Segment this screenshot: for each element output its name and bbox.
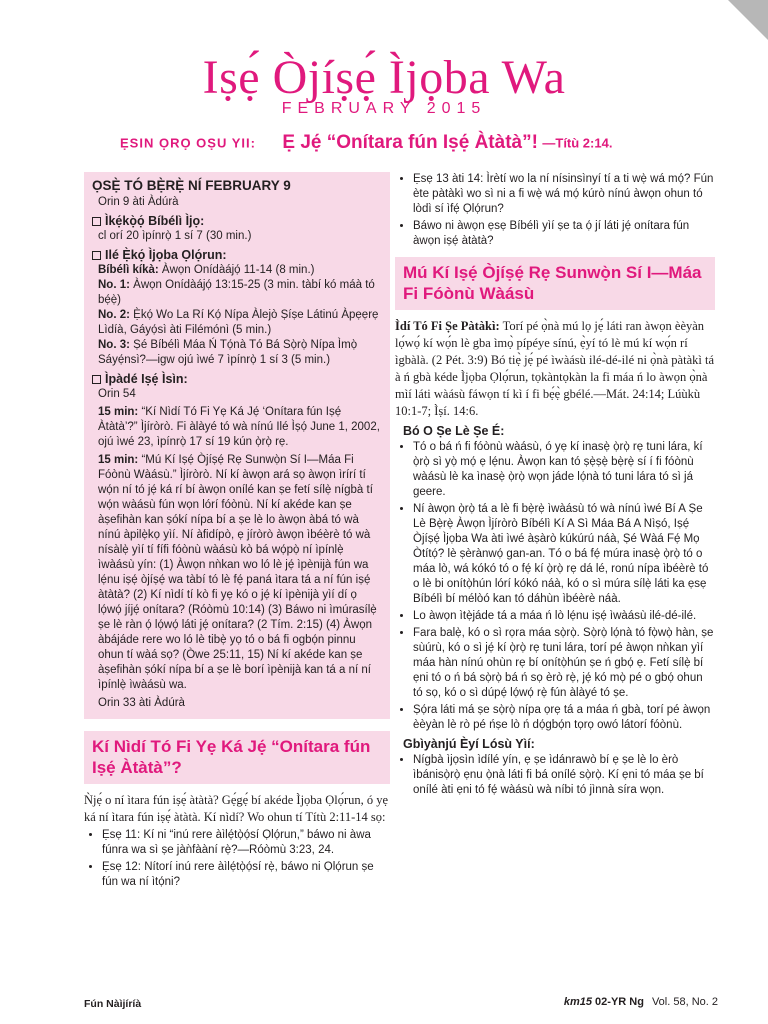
theme-reference: —Títù 2:14. xyxy=(542,135,613,151)
service-meeting-heading: Ìpàdé Iṣẹ́ Ìsìn: xyxy=(92,372,382,387)
reading-item: Bíbélì kíkà: Àwọn Onídàájọ́ 11-14 (8 min.) xyxy=(98,264,315,276)
opening-song: Orin 9 àti Àdúrà xyxy=(98,196,179,208)
article-2-heading: Mú Kí Iṣẹ́ Òjíṣẹ́ Rẹ Sunwọ̀n Sí I—Máa Fi Fóònù Wàásù xyxy=(395,257,715,310)
service-part-1: 15 min: “Kí Nìdí Tó Fi Yẹ Ká Jẹ́ ‘Onítara fún Iṣẹ́ Àtàtà’?” Ìjíròrò. Fi àlàyé tó wà nínú Ilé Ìṣọ́ June 1, 2002, ojú ìwé 23, ìpínrọ̀ 17 sí 19 kún ọ̀rọ̀ rẹ. xyxy=(98,406,380,448)
checkbox-icon xyxy=(92,217,101,226)
right-column xyxy=(395,172,715,800)
service-part-2: 15 min: “Mú Kí Iṣẹ́ Òjíṣẹ́ Rẹ Sunwọ̀n Sí I—Máa Fi Fóònù Wàásù.” Ìjíròrò. Ní kí àwọn ará sọ àwọn ìrírí tí wọ́n ní tó jẹ́ ká rí bí àwọn onílé kan ṣe fetí sílẹ̀ nígbà tí wọ́n wàásù fún wọn lórí fóònù. Ní kí akéde kan ṣe àṣefihàn kan ṣókí nípa bí a ṣe lè lo àwọn àbá tó wà nínú àpilẹ̀kọ yìí. Ní àfidípò, ẹ jíròrò àwọn ìbéèrè tó wà nísàlẹ̀ yìí tí fífi fóònù wàásù kò bá wọ́pọ̀ ní ìpínlẹ̀ ìwàásù yín: (1) Àwọn nǹkan wo ló lè jẹ́ ìpènijà fún wa lẹ́nu iṣẹ́ òjíṣẹ́ wa tàbí tó lè fẹ́ paná ìtara tá a ní fún iṣẹ́ àtàtà? (2) Kí nìdí tí kò fi yẹ kó o jẹ́ kí ìpènijà yìí dí ọ lọ́wọ́ jíjẹ́ onítara? (Róòmù 10:14) (3) Báwo ni ìmúrasílẹ̀ ṣe lè ràn ọ́ lọ́wọ́ láti jẹ́ onítara? (2 Tím. 2:15) (4) Àwọn àbájáde rere wo ló lè tibẹ̀ yọ tó o bá fi ogbọ́n pinnu ohun tí wàá sọ? (Òwe 25:11, 15) Ní kí akéde kan ṣe àṣefihàn ṣókí nípa bí a ṣe lè borí ìpènijà kan tá a ní ní ìpínlẹ̀ ìwàásù wa. xyxy=(98,454,377,691)
checkbox-icon xyxy=(92,375,101,384)
assignment-1: No. 1: Àwọn Onídàájọ́ 13:15-25 (3 min. tàbí kó máà tó bẹ́ẹ̀) xyxy=(98,279,375,306)
article-2-intro: Ìdí Tó Fi Ṣe Pàtàkì: Torí pé ọ̀nà mú lọ jẹ́ láti ran àwọn èèyàn lọ́wọ́ kí wọ́n lè gba ìmọ̀ pípéye sínú, ẹ̀yí tó lè mú kí wọ́n rí ìgbàlà. (2 Pét. 3:9) Bó tiẹ̀ jẹ́ pé ìwàásù ilé-dé-ilé ni ọ̀nà pàtàkì tá à ń gbà kéde Ìjọba Ọlọ́run, tọkàntọkàn la fi máa ń lo àwọn ọ̀nà mìí láti wàásù fáwọn tí kì í fi bẹ́ẹ̀ gbélé.—Mát. 24:14; Lúùkù 10:1-7; Ìṣí. 14:6. xyxy=(395,319,714,418)
challenge-heading: Gbìyànjú Èyí Lósù Yìí: xyxy=(403,737,535,751)
publication-title: Iṣẹ́ Òjíṣẹ́ Ìjọba Wa xyxy=(202,51,566,104)
list-item: • Nígbà ìjọsìn ìdílé yín, ẹ ṣe ìdánrawò bí ẹ ṣe lè lo èrò ìbánisọ̀rọ̀ ẹnu ọ̀nà láti fi bá onílé sọ̀rọ̀. Kí ẹni tó máa ṣe bí onílé àti ẹni tó fẹ́ wàásù wà níbi tó jìnnà síra wọn. xyxy=(413,753,715,798)
closing-song: Orin 33 àti Àdúrà xyxy=(98,697,185,709)
list-item: • Ṣọ́ra láti má ṣe sọ̀rọ̀ nípa ọrẹ tá a máa ń gbà, torí pé àwọn èèyàn lè rò pé ńṣe lò ń dọ́gbọ́n tọrọ owó látorí fóònù. xyxy=(413,703,715,733)
middle-song: Orin 54 xyxy=(98,388,136,400)
list-item: • Ẹsẹ 12: Nítorí inú rere àìlẹ́tọ̀ọ́sí rẹ̀, báwo ni Ọlọ́run ṣe fún wa ní ìtọ́ni? xyxy=(102,860,390,890)
list-item: • Tó o bá ń fi fóònù wàásù, ó yẹ kí inasẹ̀ ọ̀rọ̀ rẹ tuni lára, kí ọ̀rọ̀ sì yọ̀ mọ́ ẹ lẹ́nu. Àwọn kan tó ṣẹ̀ṣẹ̀ bẹ̀rẹ̀ sí í fi fóònù wàásù lè ka ìnasẹ̀ ọ̀rọ̀ wọn jáde lọ́nà tó tuni lára tó sì já geere. xyxy=(413,440,715,500)
article-1-intro: Ǹjẹ́ o ní ìtara fún iṣẹ́ àtàtà? Gẹ́gẹ́ bí akéde Ìjọba Ọlọ́run, ó yẹ ká ní ìtara fún iṣẹ́ àtàtà. Kí nìdí? Wo ohun tí Títù 2:11-14 sọ: xyxy=(84,793,389,824)
bible-study-heading: Ìkẹ́kọ̀ọ́ Bíbélì Ìjọ: xyxy=(92,214,382,229)
list-item: • Ní àwọn ọ̀rọ̀ tá a lè fi bẹ̀rẹ̀ ìwàásù tó wà nínú ìwé Bí A Ṣe Lè Bẹ̀rẹ̀ Àwọn Ìjíròrò Bíbélì Kí A Sì Máa Bá A Nìṣó, Iṣẹ́ Òjíṣẹ́ Ìjọba Wa àti ìwé àṣàrò kúkúrú náà, Ṣé Wàá Fẹ́ Mọ Òtítọ́? lè ṣèrànwọ́ gan-an. Tó o bá fẹ́ múra inasẹ̀ ọ̀rọ̀ tó o máa lò, wá kókó tó o fẹ́ kí ọ̀rọ̀ rẹ dá lé, ronú nípa ìbéèrè tó o lè bi onítọ̀hún lórí kókó náà, kó o sì múra sílẹ̀ láti ka ẹsẹ Bíbélì bí mélòó kan tó dáhùn ìbéèrè náà. xyxy=(413,502,715,607)
week-heading: ỌSẸ̀ TÓ BẸ̀RẸ̀ NÍ FEBRUARY 9 xyxy=(92,178,291,193)
article-1-bullets-right xyxy=(395,172,715,249)
challenge-bullets xyxy=(395,753,715,798)
issue-date: FEBRUARY 2015 xyxy=(281,100,487,117)
assignment-3: No. 3: Ṣé Bíbélì Máa Ń Tọ́nà Tó Bá Sọ̀rọ̀ Nípa Ìmọ̀ Sáyẹ́nsì?—igw ojú ìwé 7 ìpínrọ̀ 1 sí 3 (5 min.) xyxy=(98,339,358,366)
footer-region: Fún Nàìjíríà xyxy=(84,998,142,1010)
theme-label: ẸSIN ỌRỌ OṢU YII: xyxy=(120,135,256,151)
article-1-heading: Kí Nìdí Tó Fi Yẹ Ká Jẹ́ “Onítara fún Iṣẹ́ Àtàtà”? xyxy=(84,731,390,784)
ministry-school-heading: Ilé Ẹ̀kọ́ Ìjọba Ọlọ́run: xyxy=(92,248,382,263)
list-item: • Báwo ni àwọn ẹsẹ Bíbélì yìí ṣe ta ọ́ jí láti jẹ́ onítara fún àwọn iṣẹ́ àtàtà? xyxy=(413,219,715,249)
how-to-bullets xyxy=(395,440,715,733)
list-item: • Lo àwọn ìtẹ̀jáde tá a máa ń lò lẹ́nu iṣẹ́ ìwàásù ilé-dé-ilé. xyxy=(413,609,715,624)
checkbox-icon xyxy=(92,251,101,260)
how-to-heading: Bó O Ṣe Lè Ṣe É: xyxy=(403,424,505,438)
assignment-2: No. 2: Ẹ̀kọ́ Wo La Rí Kọ́ Nípa Àlejò Ṣíṣe Látinú Àpẹẹrẹ Lìdíà, Gáyọ́sì àti Filémónì (5 min.) xyxy=(98,309,379,336)
bible-study-text: cl orí 20 ìpínrọ̀ 1 sí 7 (30 min.) xyxy=(98,230,252,242)
list-item: • Ẹsẹ 11: Kí ni “inú rere àìlẹ́tọ̀ọ́sí Ọlọ́run,” báwo ni àwa fúnra wa sì ṣe jàǹfààní rẹ̀?—Róòmù 3:23, 24. xyxy=(102,828,390,858)
article-1-bullets-left xyxy=(84,828,390,890)
theme-text: Ẹ Jẹ́ “Onítara fún Iṣẹ́ Àtàtà”! xyxy=(282,132,538,153)
list-item: • Fara balẹ̀, kó o sì rọra máa sọ̀rọ̀. Sọ̀rọ̀ lọ́nà tó fọ̀wọ̀ hàn, ṣe sùúrù, kó o sì jẹ́ kí ọ̀rọ̀ rẹ tuni lára, torí pé àwọn nǹkan yìí máa hàn nínú ohùn rẹ bí onítọ̀hún ṣe ń gbọ́ ẹ. Fetí sílẹ̀ bí ẹni tó o ń bá sọ̀rọ̀ bá ń sọ èrò rẹ̀, jẹ́ kó mọ̀ pé o gbọ́ ohun tó sọ, kó o sì dúpẹ́ lọ́wọ́ rẹ̀ fún àlàyé tó ṣe. xyxy=(413,626,715,701)
weekly-schedule-box xyxy=(84,172,390,719)
month-theme xyxy=(120,132,720,154)
footer-code: km15 02-YR Ng Vol. 58, No. 2 xyxy=(563,996,718,1008)
page-corner-fold xyxy=(728,0,768,40)
list-item: • Ẹsẹ 13 àti 14: Ìrètí wo la ní nísinsìnyí tí a ti wẹ̀ wá mọ́? Fún ète pàtàkì wo sì ni a fi wẹ̀ wá mọ́ kúrò nínú àwọn ohun tó lòdì sí ìfẹ́ Ọlọ́run? xyxy=(413,172,715,217)
left-column xyxy=(84,172,390,892)
